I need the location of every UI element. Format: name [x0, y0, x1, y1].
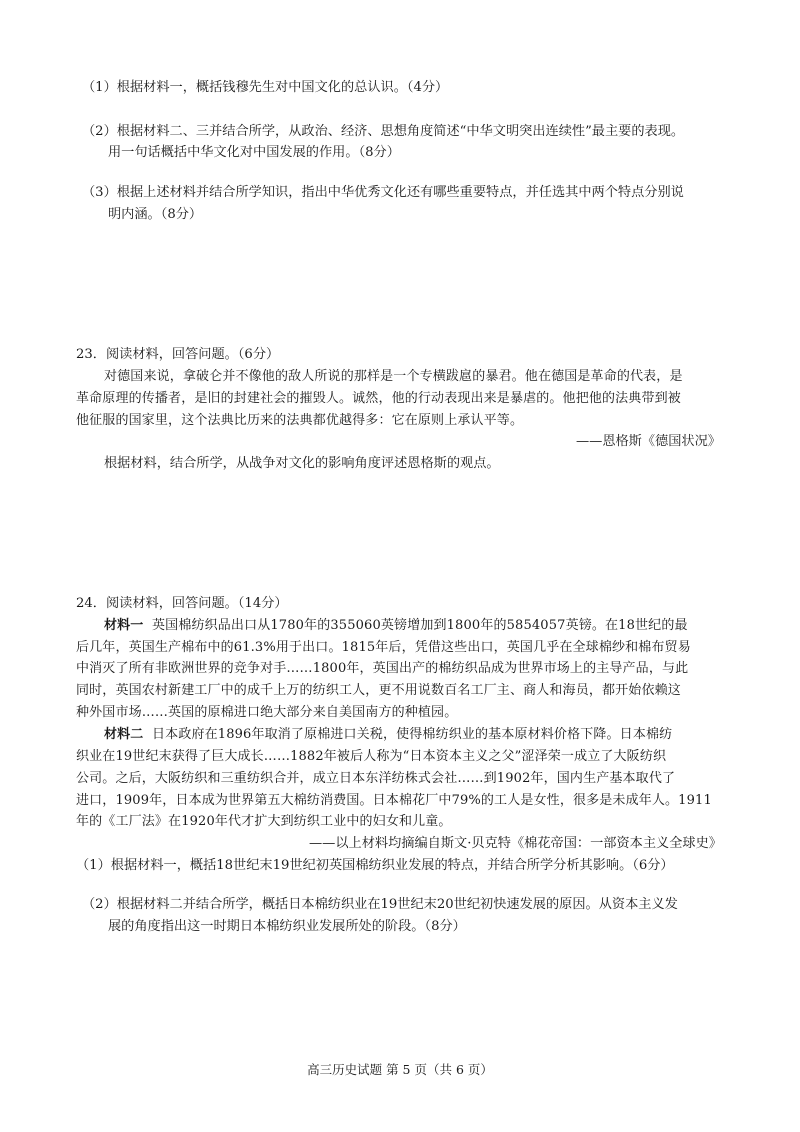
question-24-material-1-line-4: 同时，英国农村新建工厂中的成千上万的纺织工人，更不用说数百名工厂主、商人和海员，都开始依赖这	[76, 683, 681, 698]
question-24-material-2-line-2: 织业在19世纪末获得了巨大成长……1882年被后人称为“日本资本主义之父”涩泽荣一成立了大阪纺织	[76, 749, 667, 764]
question-24-material-1-line-1	[104, 616, 688, 636]
question-24-2-line-1: （2）根据材料二并结合所学，概括日本棉纺织业在19世纪末20世纪初快速发展的原因。从资本主义发	[82, 897, 678, 912]
question-23-material-line-1: 对德国来说，拿破仑并不像他的敌人所说的那样是一个专横跋扈的暴君。他在德国是革命的代表，是	[104, 369, 683, 384]
question-24-material-1-line-3: 中消灭了所有非欧洲世界的竞争对手……1800年，英国出产的棉纺织品成为世界市场上的主导产品，与此	[76, 661, 689, 676]
question-23-source: ——恩格斯《德国状况》	[575, 434, 721, 449]
question-22-3-line-2: 明内涵。（8分）	[108, 207, 203, 222]
question-22-3-line-1: （3）根据上述材料并结合所学知识，指出中华优秀文化还有哪些重要特点，并任选其中两个特点分别说	[82, 185, 684, 200]
question-24-2-line-2: 展的角度指出这一时期日本棉纺织业发展所处的阶段。（8分）	[108, 919, 466, 934]
material-2-text: 日本政府在1896年取消了原棉进口关税，使得棉纺织业的基本原材料价格下降。日本棉纺	[152, 727, 673, 742]
question-24-material-2-line-1	[104, 725, 672, 745]
question-23-material-line-2: 革命原理的传播者，是旧的封建社会的摧毁人。诚然，他的行动表现出来是暴虐的。他把他的法典带到被	[76, 391, 681, 406]
question-24-material-1-line-5: 种外国市场……英国的原棉进口绝大部分来自美国南方的种植园。	[76, 705, 458, 720]
question-23-material-line-3: 他征服的国家里，这个法典比历来的法典都优越得多：它在原则上承认平等。	[76, 413, 524, 428]
question-24-1: （1）根据材料一，概括18世纪末19世纪初英国棉纺织业发展的特点，并结合所学分析其影响。（6分）	[76, 858, 674, 873]
question-24-source: ——以上材料均摘编自斯文·贝克特《棉花帝国：一部资本主义全球史》	[308, 836, 722, 851]
material-1-text: 英国棉纺织品出口从1780年的355060英镑增加到1800年的5854057英镑。在18世纪的最	[152, 618, 688, 633]
question-22-2-line-1: （2）根据材料二、三并结合所学，从政治、经济、思想角度简述“中华文明突出连续性”最主要的表现。	[82, 124, 685, 139]
question-24-material-2-line-3: 公司。之后，大阪纺织和三重纺织合并，成立日本东洋纺株式会社……到1902年，国内生产基本取代了	[76, 771, 676, 786]
question-24-material-2-line-4: 进口，1909年，日本成为世界第五大棉纺消费国。日本棉花厂中79%的工人是女性，很多是未成年人。1911	[76, 793, 712, 808]
question-24-heading: 24．阅读材料，回答问题。（14分）	[76, 596, 288, 611]
question-22-1: （1）根据材料一，概括钱穆先生对中国文化的总认识。（4分）	[82, 80, 449, 95]
page-footer: 高三历史试题 第 5 页（共 6 页）	[307, 1062, 493, 1077]
material-1-label: 材料一	[104, 618, 144, 633]
question-22-2-line-2: 用一句话概括中华文化对中国发展的作用。（8分）	[108, 145, 400, 160]
question-23-prompt: 根据材料，结合所学，从战争对文化的影响角度评述恩格斯的观点。	[104, 456, 500, 471]
material-2-label: 材料二	[104, 727, 144, 742]
question-24-material-2-line-5: 年的《工厂法》在1920年代才扩大到纺织工业中的妇女和儿童。	[76, 814, 452, 829]
question-23-heading: 23．阅读材料，回答问题。（6分）	[76, 347, 280, 362]
question-24-material-1-line-2: 后几年，英国生产棉布中的61.3%用于出口。1815年后，凭借这些出口，英国几乎在全球棉纱和棉布贸易	[76, 640, 691, 655]
